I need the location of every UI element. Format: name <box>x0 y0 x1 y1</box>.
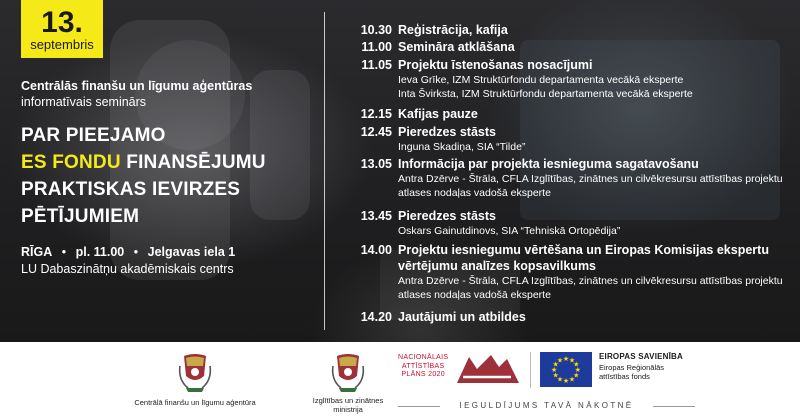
agenda-title: Projektu iesniegumu vērtēšana un Eiropas Komisijas ekspertu <box>398 243 769 257</box>
izm-caption-line-2: ministrija <box>333 405 363 414</box>
eu-fund-line-2: attīstības fonds <box>599 372 650 381</box>
agenda-title: Projektu īstenošanas nosacījumi <box>398 58 593 72</box>
agenda-time: 14.20 <box>360 310 392 324</box>
eu-name: EIROPAS SAVIENĪBA <box>599 352 684 361</box>
event-type: informatīvais seminārs <box>21 95 147 109</box>
svg-text:★: ★ <box>562 355 570 363</box>
agenda-detail: atlases nodaļas vadošā eksperte <box>398 289 551 301</box>
agenda-title: Semināra atklāšana <box>398 40 515 54</box>
svg-text:★: ★ <box>556 375 564 384</box>
venue-city: RĪGA <box>21 245 53 259</box>
nap-2020-label <box>398 354 448 380</box>
svg-text:★: ★ <box>573 371 580 380</box>
agenda-detail: Inta Švirksta, IZM Struktūrfondu departamenta vecākā eksperte <box>398 88 693 100</box>
agenda-title: Pieredzes stāsts <box>398 209 496 223</box>
agenda-time: 11.00 <box>361 40 392 54</box>
agenda-detail: Antra Dzērve - Štrāla, CFLA Izglītības, zinātnes un cilvēkresursu attīstības projektu <box>398 275 783 287</box>
svg-text:★: ★ <box>574 366 581 374</box>
title-line-4: PĒTĪJUMIEM <box>21 206 140 227</box>
date-day: 13. <box>41 6 83 39</box>
latvian-coat-of-arms-icon <box>331 352 365 394</box>
agenda-detail: Ieva Grīke, IZM Struktūrfondu departamenta vecākā eksperte <box>398 74 684 86</box>
agenda-detail: atlases nodaļas vadošā eksperte <box>398 187 551 199</box>
svg-text:★: ★ <box>562 377 570 385</box>
agenda-time: 13.05 <box>360 157 392 171</box>
agenda-detail: Inguna Skadiņa, SIA “Tilde” <box>398 141 526 153</box>
eu-flag-icon <box>540 352 592 387</box>
cfla-caption: Centrālā finanšu un līgumu aģentūra <box>134 398 256 407</box>
title-highlight: ES FONDU <box>21 152 121 173</box>
eu-fund-line-1: Eiropas Reģionālās <box>599 363 665 372</box>
title-line-2-rest: FINANSĒJUMU <box>120 152 266 173</box>
svg-text:★: ★ <box>573 360 580 369</box>
svg-text:★: ★ <box>568 375 576 384</box>
latvian-flag-ribbon-icon <box>455 353 521 385</box>
agenda-title: Pieredzes stāsts <box>398 125 496 139</box>
organizer-name: Centrālās finanšu un līgumu aģentūras <box>21 79 253 93</box>
agenda-time: 12.45 <box>360 125 392 139</box>
title-line-3: PRAKTISKAS IEVIRZES <box>21 179 241 200</box>
nap-line-1: NACIONĀLAIS <box>398 354 449 361</box>
separator-dot: • <box>133 245 139 259</box>
izm-caption <box>298 396 398 414</box>
svg-text:★: ★ <box>568 356 576 365</box>
latvian-coat-of-arms-icon <box>178 352 212 394</box>
title-line-1: PAR PIEEJAMO <box>21 125 166 146</box>
agenda-time: 11.05 <box>361 58 392 72</box>
agenda-time: 14.00 <box>360 243 392 257</box>
slogan-rule-left <box>398 406 440 407</box>
logo-divider <box>530 352 531 388</box>
venue-name: LU Dabaszinātņu akadēmiskais centrs <box>21 262 234 276</box>
venue-address: Jelgavas iela 1 <box>147 245 236 259</box>
nap-line-3: PLĀNS 2020 <box>401 371 445 378</box>
svg-text:★: ★ <box>551 366 558 374</box>
agenda-title: Kafijas pauze <box>398 107 478 121</box>
slogan-rule-right <box>653 406 695 407</box>
nap-line-2: ATTĪSTĪBAS <box>401 362 445 370</box>
agenda-detail: Antra Dzērve - Štrāla, CFLA Izglītības, zinātnes un cilvēkresursu attīstības projektu <box>398 173 783 185</box>
venue-time: pl. 11.00 <box>75 245 125 259</box>
eu-stars <box>540 352 592 387</box>
venue-info <box>21 245 235 259</box>
agenda-detail: Oskars Gainutdinovs, SIA “Tehniskā Ortopēdija” <box>398 225 621 237</box>
agenda-title: Jautājumi un atbildes <box>398 310 526 324</box>
date-month: septembris <box>30 37 94 52</box>
seminar-title <box>21 122 266 230</box>
agenda-title-cont: vērtējumu analīzes kopsavilkums <box>398 259 597 273</box>
eu-fund-name <box>599 363 664 381</box>
agenda-time: 10.30 <box>360 23 392 37</box>
agenda-title: Reģistrācija, kafija <box>398 23 508 37</box>
separator-dot: • <box>61 245 67 259</box>
agenda-title: Informācija par projekta iesnieguma sagatavošanu <box>398 157 699 171</box>
svg-text:★: ★ <box>556 356 564 365</box>
izm-caption-line-1: Izglītības un zinātnes <box>312 396 384 405</box>
date-badge <box>21 0 103 58</box>
investment-slogan: IEGULDĪJUMS TAVĀ NĀKOTNĒ <box>459 401 634 410</box>
title-line-2 <box>21 149 266 176</box>
svg-text:★: ★ <box>552 371 559 380</box>
agenda-time: 13.45 <box>360 209 392 223</box>
agenda-time: 12.15 <box>360 107 392 121</box>
svg-text:★: ★ <box>552 360 559 369</box>
vertical-divider <box>324 12 325 330</box>
